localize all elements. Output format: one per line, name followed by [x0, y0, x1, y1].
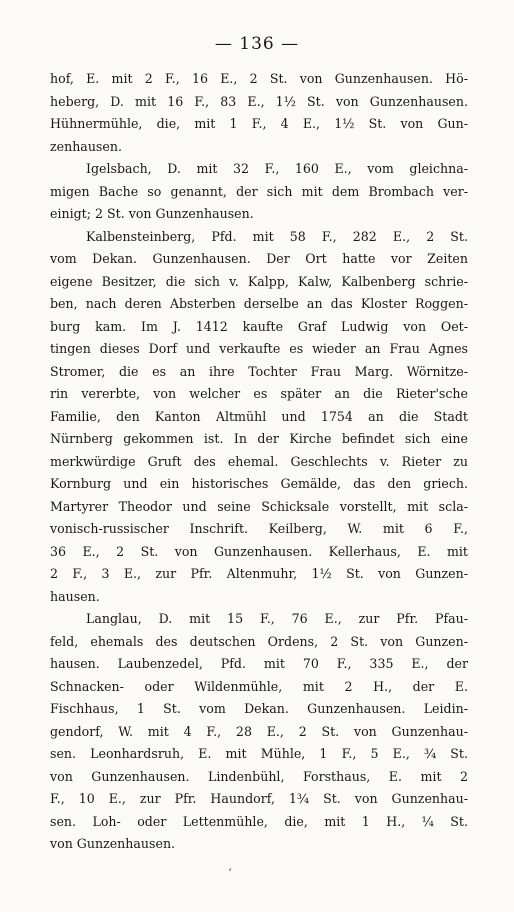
text-line: ben, nach deren Absterben derselbe an das Kloster Roggen-	[50, 296, 468, 311]
text-line: sen. Loh- oder Lettenmühle, die, mit 1 H., ¼ St.	[50, 813, 468, 829]
text-line: vom Dekan. Gunzenhausen. Der Ort hatte vor Zeiten	[50, 251, 468, 266]
text-line: gendorf, W. mit 4 F., 28 E., 2 St. von Gunzenhau-	[50, 723, 468, 739]
text-line: tingen dieses Dorf und verkaufte es wieder an Frau Agnes	[50, 341, 468, 356]
text-line: von Gunzenhausen.	[50, 836, 176, 851]
text-line: feld, ehemals des deutschen Ordens, 2 St. von Gunzen-	[50, 633, 468, 649]
text-line: 2 F., 3 E., zur Pfr. Altenmuhr, 1½ St. von Gunzen-	[50, 566, 468, 581]
text-line: Schnacken- oder Wildenmühle, mit 2 H., der E.	[50, 678, 468, 694]
text-line: hof, E. mit 2 F., 16 E., 2 St. von Gunzenhausen. Hö-	[50, 71, 468, 86]
text-line: Kalbensteinberg, Pfd. mit 58 F., 282 E., 2 St.	[86, 228, 468, 244]
text-line: Martyrer Theodor und seine Schicksale vorstellt, mit scla-	[50, 498, 468, 514]
text-line: merkwürdige Gruft des ehemal. Geschlechts v. Rieter zu	[50, 453, 468, 469]
text-line: Fischhaus, 1 St. vom Dekan. Gunzenhausen. Leidin-	[50, 701, 468, 716]
text-line: eigene Besitzer, die sich v. Kalpp, Kalw, Kalbenberg schrie-	[50, 273, 468, 289]
text-line: Stromer, die es an ihre Tochter Frau Marg. Wörnitze-	[50, 363, 468, 379]
text-line: von Gunzenhausen. Lindenbühl, Forsthaus, E. mit 2	[50, 768, 468, 784]
body-text	[50, 68, 468, 856]
text-line: heberg, D. mit 16 F., 83 E., 1½ St. von Gunzenhausen.	[50, 93, 468, 109]
page-number-header: — 136 —	[214, 34, 300, 54]
text-line: hausen. Laubenzedel, Pfd. mit 70 F., 335 E., der	[50, 656, 468, 671]
text-line: sen. Leonhardsruh, E. mit Mühle, 1 F., 5 E., ¾ St.	[50, 746, 468, 761]
text-line: hausen.	[50, 588, 100, 604]
text-line: migen Bache so genannt, der sich mit dem Brombach ver-	[50, 183, 468, 199]
text-line: Hühnermühle, die, mit 1 F., 4 E., 1½ St. von Gun-	[50, 116, 468, 131]
text-line: F., 10 E., zur Pfr. Haundorf, 1¾ St. von Gunzenhau-	[50, 791, 468, 806]
text-line: Nürnberg gekommen ist. In der Kirche befindet sich eine	[50, 431, 468, 446]
text-line: Igelsbach, D. mit 32 F., 160 E., vom gleichna-	[86, 161, 468, 176]
text-line: burg kam. Im J. 1412 kaufte Graf Ludwig von Oet-	[50, 318, 468, 334]
stray-mark: ʻ	[228, 866, 232, 880]
text-line: zenhausen.	[50, 138, 122, 154]
text-line: Kornburg und ein historisches Gemälde, das den griech.	[50, 476, 468, 491]
text-line: Langlau, D. mit 15 F., 76 E., zur Pfr. Pfau-	[86, 611, 468, 626]
text-line: Familie, den Kanton Altmühl und 1754 an die Stadt	[50, 408, 468, 424]
text-line: einigt; 2 St. von Gunzenhausen.	[50, 206, 254, 221]
text-line: 36 E., 2 St. von Gunzenhausen. Kellerhaus, E. mit	[50, 543, 468, 559]
text-line: vonisch-russischer Inschrift. Keilberg, W. mit 6 F.,	[50, 521, 468, 536]
text-line: rin vererbte, von welcher es später an die Rieter'sche	[50, 386, 468, 401]
